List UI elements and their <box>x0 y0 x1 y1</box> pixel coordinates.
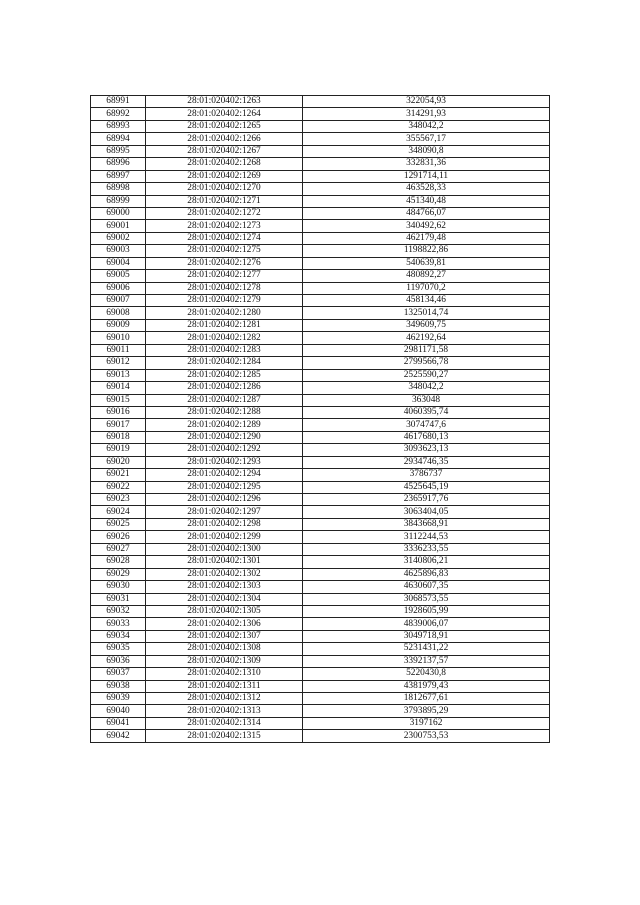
cadastral-number-cell: 28:01:020402:1313 <box>146 705 303 717</box>
table-row <box>91 183 550 195</box>
row-number-cell: 69007 <box>91 295 146 307</box>
row-number-cell: 69020 <box>91 456 146 468</box>
cadastral-value-cell: 2934746,35 <box>303 456 550 468</box>
cadastral-value-cell: 4630607,35 <box>303 581 550 593</box>
cadastral-value-cell: 3843668,91 <box>303 518 550 530</box>
table-row <box>91 96 550 108</box>
table-row <box>91 282 550 294</box>
row-number-cell: 68994 <box>91 133 146 145</box>
cadastral-value-cell: 1197070,2 <box>303 282 550 294</box>
table-row <box>91 295 550 307</box>
table-body <box>91 96 550 743</box>
cadastral-number-cell: 28:01:020402:1311 <box>146 680 303 692</box>
row-number-cell: 69041 <box>91 717 146 729</box>
cadastral-number-cell: 28:01:020402:1272 <box>146 207 303 219</box>
row-number-cell: 69037 <box>91 668 146 680</box>
cadastral-number-cell: 28:01:020402:1308 <box>146 643 303 655</box>
cadastral-number-cell: 28:01:020402:1283 <box>146 344 303 356</box>
cadastral-value-cell: 540639,81 <box>303 257 550 269</box>
cadastral-value-cell: 3392137,57 <box>303 655 550 667</box>
cadastral-value-cell: 5231431,22 <box>303 643 550 655</box>
cadastral-value-cell: 3093623,13 <box>303 444 550 456</box>
row-number-cell: 69021 <box>91 469 146 481</box>
cadastral-number-cell: 28:01:020402:1298 <box>146 518 303 530</box>
cadastral-number-cell: 28:01:020402:1304 <box>146 593 303 605</box>
cadastral-number-cell: 28:01:020402:1287 <box>146 394 303 406</box>
table-row <box>91 456 550 468</box>
cadastral-value-cell: 1812677,61 <box>303 693 550 705</box>
row-number-cell: 69035 <box>91 643 146 655</box>
table-row <box>91 357 550 369</box>
cadastral-number-cell: 28:01:020402:1279 <box>146 295 303 307</box>
cadastral-number-cell: 28:01:020402:1296 <box>146 494 303 506</box>
row-number-cell: 68997 <box>91 170 146 182</box>
cadastral-number-cell: 28:01:020402:1297 <box>146 506 303 518</box>
cadastral-value-cell: 4625896,83 <box>303 568 550 580</box>
cadastral-value-cell: 463528,33 <box>303 183 550 195</box>
row-number-cell: 69004 <box>91 257 146 269</box>
table-row <box>91 232 550 244</box>
cadastral-value-cell: 451340,48 <box>303 195 550 207</box>
cadastral-value-cell: 3112244,53 <box>303 531 550 543</box>
cadastral-number-cell: 28:01:020402:1292 <box>146 444 303 456</box>
row-number-cell: 69039 <box>91 693 146 705</box>
cadastral-value-cell: 1325014,74 <box>303 307 550 319</box>
row-number-cell: 69026 <box>91 531 146 543</box>
table-row <box>91 581 550 593</box>
row-number-cell: 69009 <box>91 319 146 331</box>
table-row <box>91 344 550 356</box>
cadastral-value-cell: 3786737 <box>303 469 550 481</box>
cadastral-number-cell: 28:01:020402:1276 <box>146 257 303 269</box>
cadastral-value-cell: 480892,27 <box>303 270 550 282</box>
cadastral-value-cell: 363048 <box>303 394 550 406</box>
cadastral-value-cell: 5220430,8 <box>303 668 550 680</box>
cadastral-number-cell: 28:01:020402:1305 <box>146 605 303 617</box>
cadastral-number-cell: 28:01:020402:1293 <box>146 456 303 468</box>
row-number-cell: 68992 <box>91 108 146 120</box>
row-number-cell: 69003 <box>91 245 146 257</box>
cadastral-value-cell: 340492,62 <box>303 220 550 232</box>
cadastral-value-cell: 348042,2 <box>303 382 550 394</box>
cadastral-number-cell: 28:01:020402:1280 <box>146 307 303 319</box>
row-number-cell: 69033 <box>91 618 146 630</box>
cadastral-value-cell: 348090,8 <box>303 145 550 157</box>
table-row <box>91 108 550 120</box>
row-number-cell: 69012 <box>91 357 146 369</box>
cadastral-value-cell: 3068573,55 <box>303 593 550 605</box>
row-number-cell: 69006 <box>91 282 146 294</box>
cadastral-value-cell: 322054,93 <box>303 96 550 108</box>
row-number-cell: 68999 <box>91 195 146 207</box>
row-number-cell: 68998 <box>91 183 146 195</box>
row-number-cell: 69005 <box>91 270 146 282</box>
table-row <box>91 170 550 182</box>
table-row <box>91 693 550 705</box>
cadastral-value-cell: 462192,64 <box>303 332 550 344</box>
cadastral-value-cell: 3074747,6 <box>303 419 550 431</box>
table-row <box>91 145 550 157</box>
cadastral-number-cell: 28:01:020402:1267 <box>146 145 303 157</box>
row-number-cell: 69028 <box>91 556 146 568</box>
cadastral-value-cell: 4525645,19 <box>303 481 550 493</box>
cadastral-value-cell: 2981171,58 <box>303 344 550 356</box>
cadastral-value-cell: 458134,46 <box>303 295 550 307</box>
cadastral-number-cell: 28:01:020402:1294 <box>146 469 303 481</box>
cadastral-number-cell: 28:01:020402:1310 <box>146 668 303 680</box>
table-row <box>91 543 550 555</box>
cadastral-value-cell: 2799566,78 <box>303 357 550 369</box>
table-row <box>91 605 550 617</box>
row-number-cell: 69002 <box>91 232 146 244</box>
cadastral-value-cell: 3793895,29 <box>303 705 550 717</box>
row-number-cell: 69027 <box>91 543 146 555</box>
row-number-cell: 69042 <box>91 730 146 742</box>
row-number-cell: 69034 <box>91 630 146 642</box>
row-number-cell: 69000 <box>91 207 146 219</box>
cadastral-value-cell: 3063404,05 <box>303 506 550 518</box>
table-row <box>91 406 550 418</box>
cadastral-value-cell: 3197162 <box>303 717 550 729</box>
cadastral-number-cell: 28:01:020402:1300 <box>146 543 303 555</box>
table-row <box>91 717 550 729</box>
table-row <box>91 531 550 543</box>
table-row <box>91 319 550 331</box>
table-row <box>91 630 550 642</box>
row-number-cell: 69018 <box>91 431 146 443</box>
table-row <box>91 257 550 269</box>
row-number-cell: 69010 <box>91 332 146 344</box>
cadastral-value-cell: 348042,2 <box>303 120 550 132</box>
cadastral-value-cell: 2300753,53 <box>303 730 550 742</box>
cadastral-number-cell: 28:01:020402:1306 <box>146 618 303 630</box>
cadastral-number-cell: 28:01:020402:1315 <box>146 730 303 742</box>
cadastral-value-cell: 1928605,99 <box>303 605 550 617</box>
table-row <box>91 668 550 680</box>
cadastral-value-cell: 484766,07 <box>303 207 550 219</box>
row-number-cell: 69025 <box>91 518 146 530</box>
table-row <box>91 369 550 381</box>
cadastral-value-cell: 1198822,86 <box>303 245 550 257</box>
cadastral-number-cell: 28:01:020402:1289 <box>146 419 303 431</box>
cadastral-value-table <box>90 95 550 743</box>
cadastral-number-cell: 28:01:020402:1277 <box>146 270 303 282</box>
table-row <box>91 332 550 344</box>
cadastral-number-cell: 28:01:020402:1274 <box>146 232 303 244</box>
cadastral-number-cell: 28:01:020402:1288 <box>146 406 303 418</box>
table-row <box>91 394 550 406</box>
cadastral-value-cell: 462179,48 <box>303 232 550 244</box>
cadastral-value-cell: 3140806,21 <box>303 556 550 568</box>
table-row <box>91 618 550 630</box>
row-number-cell: 69024 <box>91 506 146 518</box>
row-number-cell: 69016 <box>91 406 146 418</box>
table-row <box>91 220 550 232</box>
row-number-cell: 69030 <box>91 581 146 593</box>
table-row <box>91 431 550 443</box>
cadastral-number-cell: 28:01:020402:1290 <box>146 431 303 443</box>
row-number-cell: 69015 <box>91 394 146 406</box>
row-number-cell: 69029 <box>91 568 146 580</box>
row-number-cell: 69036 <box>91 655 146 667</box>
cadastral-value-cell: 332831,36 <box>303 158 550 170</box>
row-number-cell: 69014 <box>91 382 146 394</box>
table-row <box>91 680 550 692</box>
table-row <box>91 730 550 742</box>
table-row <box>91 195 550 207</box>
row-number-cell: 69032 <box>91 605 146 617</box>
cadastral-number-cell: 28:01:020402:1312 <box>146 693 303 705</box>
table-row <box>91 494 550 506</box>
table-row <box>91 444 550 456</box>
table-row <box>91 705 550 717</box>
cadastral-value-cell: 314291,93 <box>303 108 550 120</box>
table-row <box>91 643 550 655</box>
cadastral-number-cell: 28:01:020402:1314 <box>146 717 303 729</box>
cadastral-number-cell: 28:01:020402:1301 <box>146 556 303 568</box>
cadastral-value-cell: 2525590,27 <box>303 369 550 381</box>
cadastral-number-cell: 28:01:020402:1285 <box>146 369 303 381</box>
cadastral-value-cell: 3336233,55 <box>303 543 550 555</box>
cadastral-value-cell: 4381979,43 <box>303 680 550 692</box>
row-number-cell: 69013 <box>91 369 146 381</box>
row-number-cell: 69001 <box>91 220 146 232</box>
row-number-cell: 69019 <box>91 444 146 456</box>
cadastral-number-cell: 28:01:020402:1271 <box>146 195 303 207</box>
cadastral-number-cell: 28:01:020402:1299 <box>146 531 303 543</box>
cadastral-number-cell: 28:01:020402:1263 <box>146 96 303 108</box>
cadastral-value-cell: 355567,17 <box>303 133 550 145</box>
table-row <box>91 419 550 431</box>
cadastral-value-cell: 4060395,74 <box>303 406 550 418</box>
cadastral-number-cell: 28:01:020402:1275 <box>146 245 303 257</box>
cadastral-number-cell: 28:01:020402:1273 <box>146 220 303 232</box>
cadastral-number-cell: 28:01:020402:1268 <box>146 158 303 170</box>
row-number-cell: 69038 <box>91 680 146 692</box>
table-row <box>91 158 550 170</box>
cadastral-number-cell: 28:01:020402:1295 <box>146 481 303 493</box>
cadastral-number-cell: 28:01:020402:1265 <box>146 120 303 132</box>
cadastral-number-cell: 28:01:020402:1303 <box>146 581 303 593</box>
cadastral-number-cell: 28:01:020402:1269 <box>146 170 303 182</box>
cadastral-number-cell: 28:01:020402:1281 <box>146 319 303 331</box>
cadastral-number-cell: 28:01:020402:1302 <box>146 568 303 580</box>
table-row <box>91 593 550 605</box>
table-row <box>91 568 550 580</box>
table-row <box>91 518 550 530</box>
cadastral-value-cell: 4839006,07 <box>303 618 550 630</box>
row-number-cell: 69022 <box>91 481 146 493</box>
row-number-cell: 69017 <box>91 419 146 431</box>
row-number-cell: 68995 <box>91 145 146 157</box>
table-row <box>91 307 550 319</box>
row-number-cell: 69023 <box>91 494 146 506</box>
cadastral-value-cell: 4617680,13 <box>303 431 550 443</box>
cadastral-value-cell: 3049718,91 <box>303 630 550 642</box>
row-number-cell: 68993 <box>91 120 146 132</box>
row-number-cell: 69031 <box>91 593 146 605</box>
table-row <box>91 655 550 667</box>
row-number-cell: 69011 <box>91 344 146 356</box>
cadastral-number-cell: 28:01:020402:1264 <box>146 108 303 120</box>
cadastral-number-cell: 28:01:020402:1309 <box>146 655 303 667</box>
table-row <box>91 270 550 282</box>
cadastral-number-cell: 28:01:020402:1307 <box>146 630 303 642</box>
row-number-cell: 69008 <box>91 307 146 319</box>
row-number-cell: 68996 <box>91 158 146 170</box>
cadastral-number-cell: 28:01:020402:1284 <box>146 357 303 369</box>
table-row <box>91 133 550 145</box>
table-row <box>91 382 550 394</box>
table-row <box>91 207 550 219</box>
row-number-cell: 69040 <box>91 705 146 717</box>
cadastral-number-cell: 28:01:020402:1266 <box>146 133 303 145</box>
table-row <box>91 469 550 481</box>
cadastral-number-cell: 28:01:020402:1278 <box>146 282 303 294</box>
table-row <box>91 120 550 132</box>
table-row <box>91 481 550 493</box>
table-row <box>91 506 550 518</box>
cadastral-number-cell: 28:01:020402:1270 <box>146 183 303 195</box>
table-row <box>91 556 550 568</box>
cadastral-value-cell: 349609,75 <box>303 319 550 331</box>
cadastral-number-cell: 28:01:020402:1286 <box>146 382 303 394</box>
table-row <box>91 245 550 257</box>
row-number-cell: 68991 <box>91 96 146 108</box>
cadastral-value-cell: 1291714,11 <box>303 170 550 182</box>
cadastral-value-cell: 2365917,76 <box>303 494 550 506</box>
cadastral-number-cell: 28:01:020402:1282 <box>146 332 303 344</box>
